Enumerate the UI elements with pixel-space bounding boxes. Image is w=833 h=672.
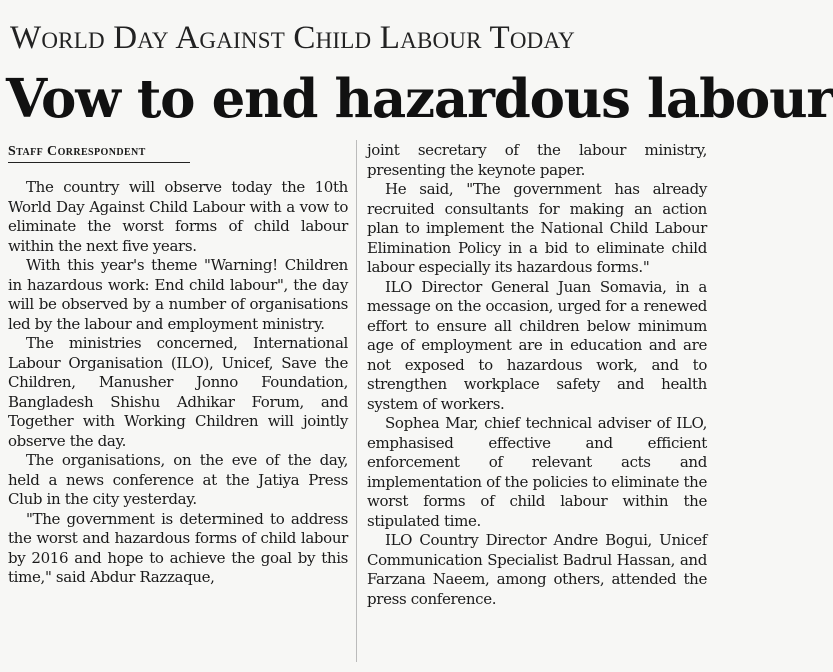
paragraph: The ministries concerned, International Labour Organisation (ILO), Unicef, Save the Children, Manusher Jonno Foundation, Bangladesh Shishu Adhikar Forum, and Together with Working Children will jointly observe the day. xyxy=(8,334,348,450)
article-kicker: World Day Against Child Labour Today xyxy=(10,20,575,56)
byline: Staff Correspondent xyxy=(8,143,190,163)
paragraph: The organisations, on the eve of the day, held a news conference at the Jatiya Press Club in the city yesterday. xyxy=(8,451,348,508)
paragraph: Sophea Mar, chief technical adviser of ILO, emphasised effective and efficient enforcement of relevant acts and implementation of the policies to eliminate the worst forms of child labour within the stipulated time. xyxy=(367,414,707,530)
column-divider xyxy=(356,140,357,662)
paragraph-continued: joint secretary of the labour ministry, presenting the keynote paper. xyxy=(367,141,707,179)
paragraph: He said, "The government has already recruited consultants for making an action plan to implement the National Child Labour Elimination Policy in a bid to eliminate child labour especially its hazardous forms." xyxy=(367,180,707,276)
article-column-2 xyxy=(367,141,707,609)
paragraph: With this year's theme "Warning! Children in hazardous work: End child labour", the day will be observed by a number of organisations led by the labour and employment ministry. xyxy=(8,256,348,333)
paragraph: ILO Director General Juan Somavia, in a message on the occasion, urged for a renewed effort to ensure all children below minimum age of employment are in education and are not exposed to hazardous work, and to strengthen workplace safety and health system of workers. xyxy=(367,277,707,413)
paragraph: ILO Country Director Andre Bogui, Unicef Communication Specialist Badrul Hassan, and Farzana Naeem, among others, attended the press conference. xyxy=(367,531,707,608)
article-headline: Vow to end hazardous labour xyxy=(6,68,833,130)
paragraph: "The government is determined to address the worst and hazardous forms of child labour by 2016 and hope to achieve the goal by this time," said Abdur Razzaque, xyxy=(8,509,348,586)
paragraph: The country will observe today the 10th World Day Against Child Labour with a vow to eliminate the worst forms of child labour within the next five years. xyxy=(8,178,348,255)
article-column-1 xyxy=(8,178,348,588)
